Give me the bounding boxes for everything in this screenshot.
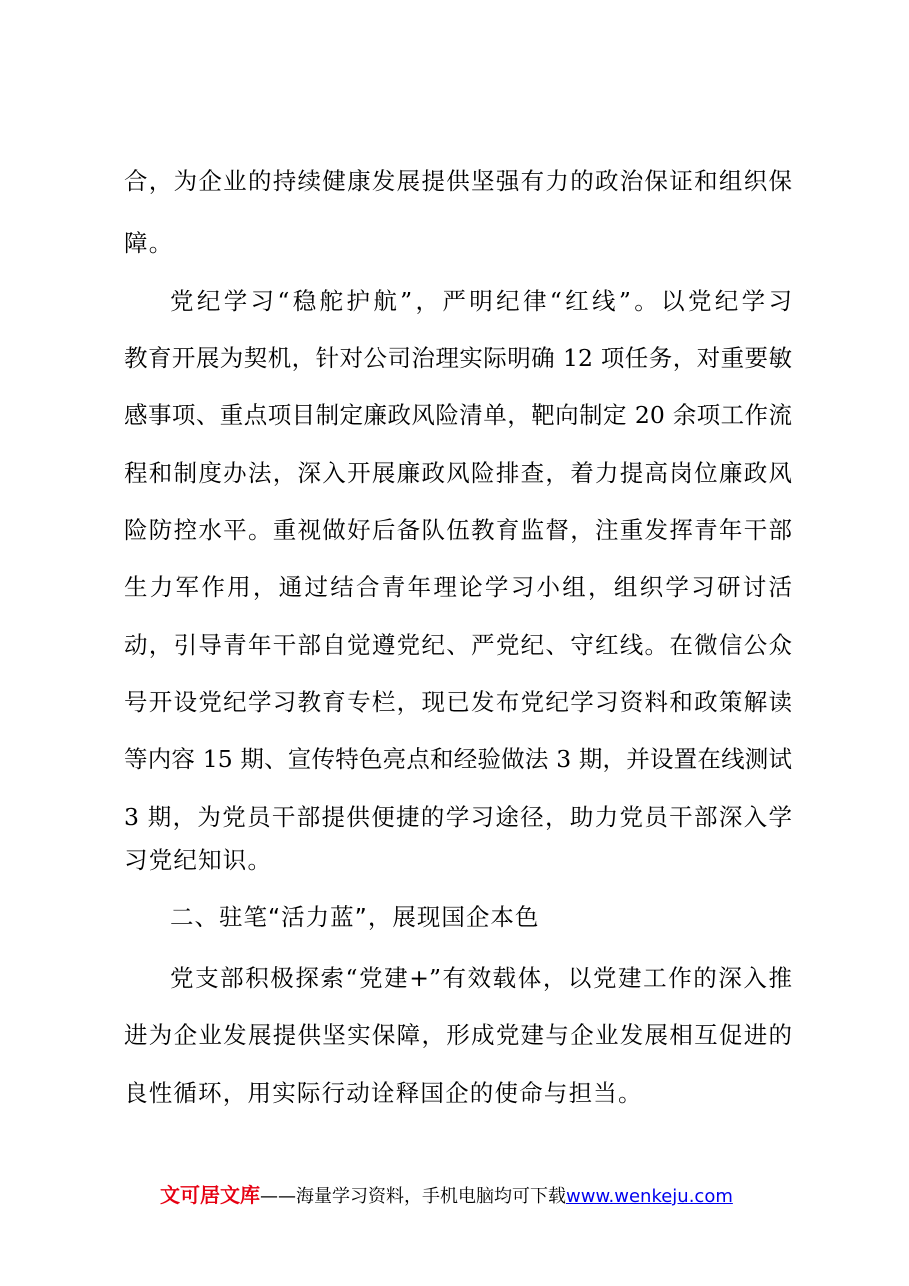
paragraph-line: 程和制度办法，深入开展廉政风险排查，着力提高岗位廉政风	[124, 459, 792, 487]
paragraph-line: 良性循环，用实际行动诠释国企的使命与担当。	[124, 1079, 643, 1107]
paragraph-line: 进为企业发展提供坚实保障，形成党建与企业发展相互促进的	[124, 1021, 792, 1049]
paragraph-line: 3 期，为党员干部提供便捷的学习途径，助力党员干部深入学	[124, 803, 792, 831]
paragraph-line: 合，为企业的持续健康发展提供坚强有力的政治保证和组织保	[124, 167, 792, 195]
paragraph-line: 习党纪知识。	[124, 846, 273, 874]
paragraph-line: 障。	[124, 229, 174, 257]
paragraph-line: 感事项、重点项目制定廉政风险清单，靶向制定 20 余项工作流	[124, 401, 792, 429]
footer-tagline: ——海量学习资料，手机电脑均可下载	[260, 1186, 566, 1207]
paragraph-line: 生力军作用，通过结合青年理论学习小组，组织学习研讨活	[124, 573, 792, 601]
paragraph-line: 党纪学习“稳舵护航”，严明纪律“红线”。以党纪学习	[170, 287, 792, 315]
footer-banner	[160, 1180, 733, 1212]
footer-link[interactable]: www.wenkeju.com	[566, 1186, 733, 1207]
section-heading: 二、驻笔“活力蓝”，展现国企本色	[170, 903, 540, 931]
paragraph-line: 等内容 15 期、宣传特色亮点和经验做法 3 期，并设置在线测试	[124, 745, 792, 773]
paragraph-line: 动，引导青年干部自觉遵党纪、严党纪、守红线。在微信公众	[124, 631, 792, 659]
paragraph-line: 号开设党纪学习教育专栏，现已发布党纪学习资料和政策解读	[124, 688, 792, 716]
paragraph-line: 党支部积极探索“党建+”有效载体，以党建工作的深入推	[170, 964, 792, 992]
paragraph-line: 教育开展为契机，针对公司治理实际明确 12 项任务，对重要敏	[124, 344, 792, 372]
paragraph-line: 险防控水平。重视做好后备队伍教育监督，注重发挥青年干部	[124, 516, 792, 544]
footer-brand: 文可居文库	[160, 1183, 260, 1207]
